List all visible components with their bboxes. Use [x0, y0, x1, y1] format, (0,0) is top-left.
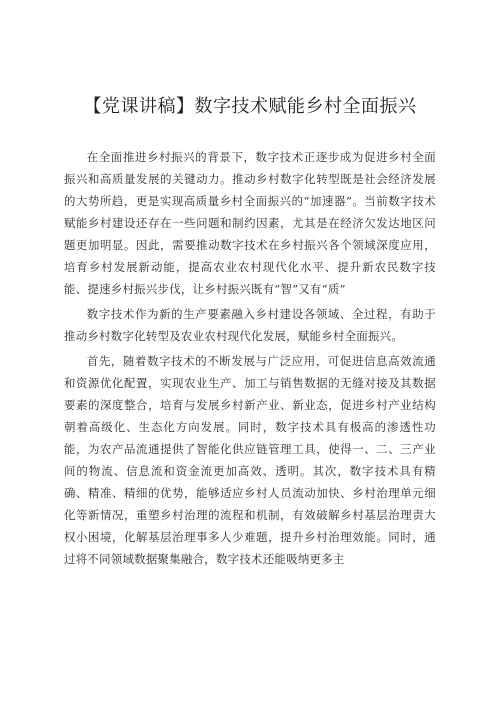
paragraph-2: 数字技术作为新的生产要素融入乡村建设各领域、全过程，有助于推动乡村数字化转型及农业农村现代化发展，赋能乡村全面振兴。	[64, 307, 436, 343]
paragraph-1: 在全面推进乡村振兴的背景下，数字技术正逐步成为促进乡村全面振兴和高质量发展的关键动力。推动乡村数字化转型既是社会经济发展的大势所趋，更是实现高质量乡村全面振兴的“加速器”。当前数字技术赋能乡村建设还存在一些问题和制约因素，尤其是在经济欠发达地区问题更加明显。因此，需要推动数字技术在乡村振兴各个领域深度应用，培育乡村发展新动能，提高农业农村现代化水平、提升新农民数字技能、提速乡村振兴步伐，让乡村振兴既有“智”又有“质”	[64, 150, 436, 296]
document-title: 【党课讲稿】数字技术赋能乡村全面振兴	[83, 96, 417, 117]
paragraph-3: 首先，随着数字技术的不断发展与广泛应用，可促进信息高效流通和资源优化配置，实现农业生产、加工与销售数据的无缝对接及其数据要素的深度整合，培育与发展乡村新产业、新业态，促进乡村产业结构朝着高级化、生态化方向发展。同时，数字技术具有极高的渗透性功能，为农产品流通提供了智能化供应链管理工具，使得一、二、三产业间的物流、信息流和资金流更加高效、透明。其次，数字技术具有精确、精准、精细的优势，能够适应乡村人员流动加快、乡村治理单元细化等新情况，重塑乡村治理的流程和机制，有效破解乡村基层治理责大权小困境，化解基层治理事多人少难题，提升乡村治理效能。同时，通过将不同领域数据聚集融合，数字技术还能吸纳更多主	[64, 354, 436, 566]
document-body	[64, 146, 436, 570]
